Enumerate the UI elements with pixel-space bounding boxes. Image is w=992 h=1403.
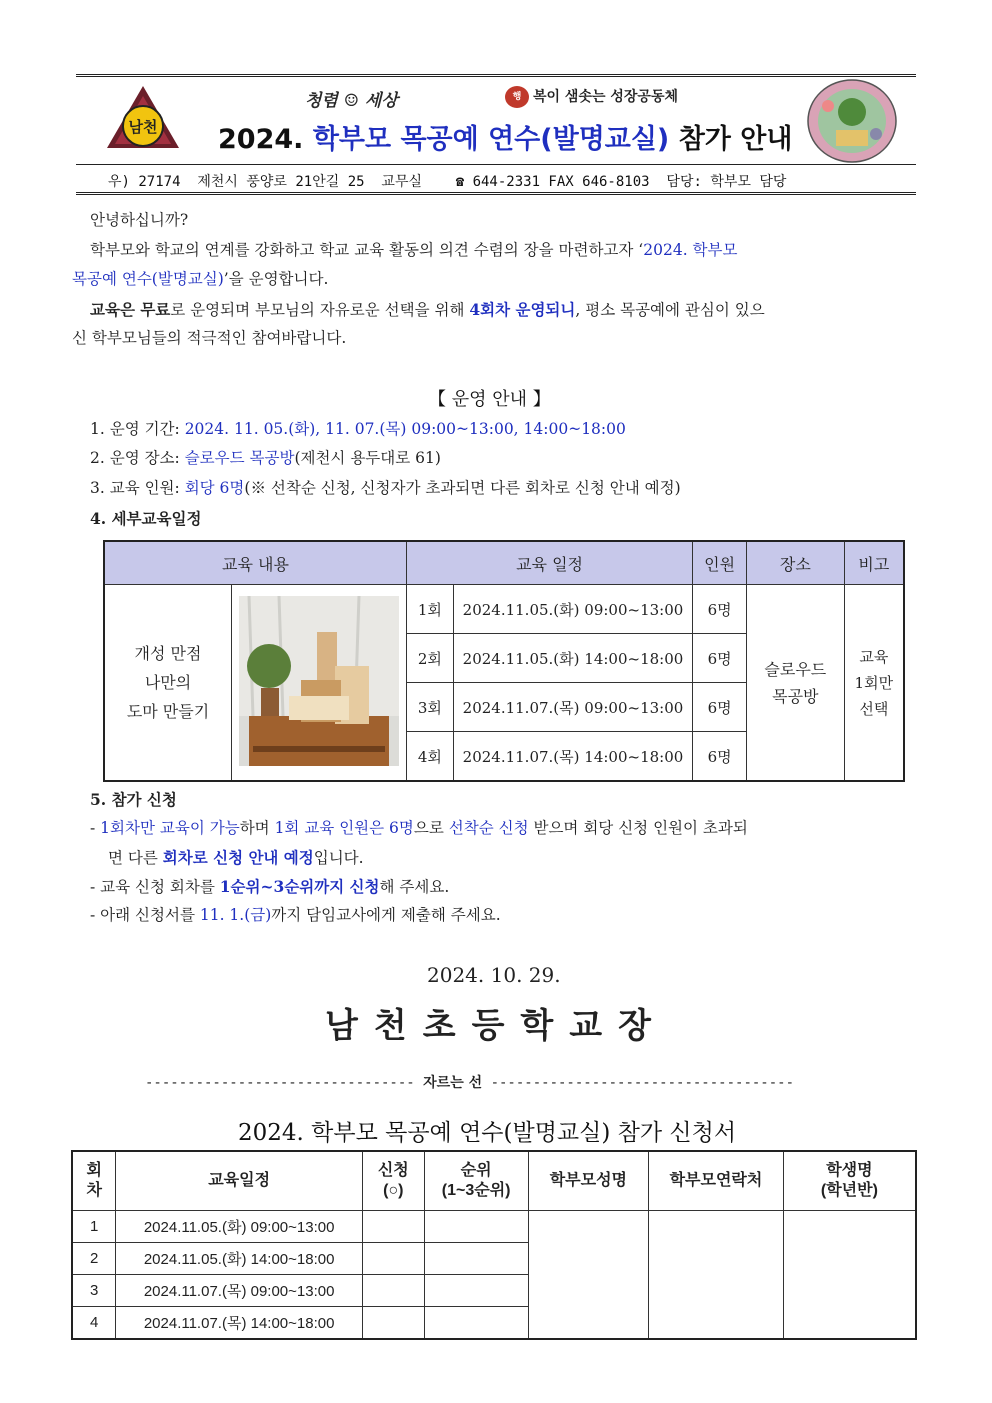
form-row: [72, 1211, 916, 1243]
intro-p2-d: , 평소 목공예에 관심이 있으: [575, 301, 765, 319]
cut-line: [145, 1072, 850, 1092]
community-slogan: [505, 86, 678, 108]
operation-section-title: 【 운영 안내 】: [428, 389, 551, 410]
community-slogan-text: 복이 샘솟는 성장공동체: [533, 89, 678, 105]
header-note: 비고: [844, 541, 904, 585]
place-label: 2. 운영 장소:: [90, 449, 185, 467]
apply-line-2: [108, 844, 364, 872]
rank-field[interactable]: [424, 1211, 528, 1243]
form-round-cell: 2: [72, 1243, 116, 1275]
header-bottom-rule: [76, 192, 916, 195]
apply-heading: 5. 참가 신청: [90, 790, 177, 809]
student-name-field[interactable]: [783, 1211, 916, 1340]
count-cell: 6명: [693, 634, 747, 683]
detail-schedule-heading: 4. 세부교육일정: [90, 509, 202, 528]
apply-check-field[interactable]: [362, 1275, 424, 1307]
apply-l1-f: 선착순 신청: [448, 819, 529, 837]
apply-l3-c: 해 주세요.: [379, 878, 450, 896]
intro-p2-b: 로 운영되며 부모님의 자유로운 선택을 위해: [170, 301, 470, 319]
rank-field[interactable]: [424, 1275, 528, 1307]
form-round-cell: 3: [72, 1275, 116, 1307]
intro-p1-a: 학부모와 학교의 연계를 강화하고 학교 교육 활동의 의견 수렴의 장을 마련하고자 ‘: [90, 241, 644, 259]
apply-check-field[interactable]: [362, 1243, 424, 1275]
count-cell: 6명: [693, 683, 747, 732]
form-header-student: 학생명 (학년반): [783, 1151, 916, 1211]
form-round-cell: 4: [72, 1307, 116, 1340]
place-extra: (제천시 용두대로 61): [294, 449, 441, 467]
apply-l4-b: 11. 1.(금): [199, 906, 272, 924]
count-cell: 6명: [693, 732, 747, 782]
datetime-cell: 2024.11.07.(목) 14:00~18:00: [453, 732, 692, 782]
intro-p2-c: 4회차 운영되니: [469, 300, 576, 319]
datetime-cell: 2024.11.07.(목) 09:00~13:00: [453, 683, 692, 732]
form-header-rank: 순위 (1~3순위): [424, 1151, 528, 1211]
apply-l2-a: 면 다른: [108, 849, 163, 867]
apply-line-1: [90, 815, 748, 842]
form-header-row: [72, 1151, 916, 1211]
operation-capacity: [90, 475, 681, 502]
intro-paragraph-2-cont: 신 학부모님들의 적극적인 참여바랍니다.: [72, 329, 347, 347]
place-value: 슬로우드 목공방: [184, 449, 295, 467]
school-emblem-logo: [103, 84, 183, 160]
form-datetime-cell: 2024.11.05.(화) 14:00~18:00: [116, 1243, 362, 1275]
slogan-mark-icon: 행: [505, 86, 529, 108]
place-cell: 슬로우드 목공방: [747, 585, 845, 782]
greeting: 안녕하십니까?: [90, 211, 189, 229]
intro-paragraph-1-cont: [72, 266, 328, 293]
application-form-title: 2024. 학부모 목공예 연수(발명교실) 참가 신청서: [238, 1120, 737, 1146]
apply-l4-a: - 아래 신청서를: [90, 906, 200, 924]
schedule-row: [104, 585, 904, 634]
school-address: 우) 27174 제천시 풍양로 21안길 25 교무실 ☎ 644-2331 FAX 646-8103 담당: 학부모 담당: [108, 174, 787, 190]
title-year: 2024.: [218, 124, 304, 155]
form-datetime-cell: 2024.11.07.(목) 14:00~18:00: [116, 1307, 362, 1340]
apply-l2-b: 회차로 신청 안내 예정: [162, 848, 314, 867]
page-title: [218, 117, 792, 156]
rank-field[interactable]: [424, 1307, 528, 1340]
datetime-cell: 2024.11.05.(화) 14:00~18:00: [453, 634, 692, 683]
title-tail: 참가 안내: [678, 124, 793, 155]
rank-field[interactable]: [424, 1243, 528, 1275]
period-value: 2024. 11. 05.(화), 11. 07.(목) 09:00~13:00, 14:00~18:00: [184, 420, 626, 438]
issue-date: 2024. 10. 29.: [427, 963, 561, 987]
header-top-rule: [76, 74, 916, 77]
round-cell: 4회: [406, 732, 453, 782]
form-header-apply: 신청 (○): [362, 1151, 424, 1211]
integrity-slogan: 청렴 ☺ 세상: [305, 91, 398, 111]
period-label: 1. 운영 기간:: [90, 420, 185, 438]
title-main: 학부모 목공예 연수(발명교실): [312, 124, 670, 155]
operation-period: [90, 416, 626, 443]
intro-p2-a: 교육은 무료: [90, 300, 171, 319]
operation-place: [90, 445, 441, 472]
form-datetime-cell: 2024.11.05.(화) 09:00~13:00: [116, 1211, 362, 1243]
artwork-emblem-image: [806, 78, 898, 164]
round-cell: 3회: [406, 683, 453, 732]
apply-l3-b: 1순위~3순위까지 신청: [219, 877, 380, 896]
parent-name-field[interactable]: [528, 1211, 649, 1340]
apply-l3-a: - 교육 신청 회차를: [90, 878, 220, 896]
content-title: 개성 만점 나만의 도마 만들기: [104, 585, 232, 782]
apply-l1-a: -: [90, 819, 101, 837]
apply-l2-c: 입니다.: [313, 849, 364, 867]
round-cell: 1회: [406, 585, 453, 634]
form-round-cell: 1: [72, 1211, 116, 1243]
application-form-table: [71, 1150, 917, 1340]
intro-paragraph-1: [90, 237, 905, 264]
header-content: 교육 내용: [104, 541, 406, 585]
capacity-value: 회당 6명: [184, 479, 245, 497]
form-header-schedule: 교육일정: [116, 1151, 362, 1211]
school-principal: 남천초등학교장: [325, 1006, 667, 1046]
schedule-table: [103, 540, 905, 782]
header-count: 인원: [693, 541, 747, 585]
datetime-cell: 2024.11.05.(화) 09:00~13:00: [453, 585, 692, 634]
apply-l1-g: 받으며 회당 신청 인원이 초과되: [528, 819, 748, 837]
apply-l1-b: 1회차만 교육이 가능: [100, 819, 240, 837]
intro-p1-b: 2024. 학부모: [643, 241, 738, 259]
form-datetime-cell: 2024.11.07.(목) 09:00~13:00: [116, 1275, 362, 1307]
cutting-board-photo: [232, 585, 407, 782]
apply-check-field[interactable]: [362, 1211, 424, 1243]
parent-contact-field[interactable]: [649, 1211, 784, 1340]
apply-l1-d: 1회 교육 인원은 6명: [274, 819, 414, 837]
schedule-header-row: [104, 541, 904, 585]
form-header-parent-contact: 학부모연락처: [649, 1151, 784, 1211]
header-middle-rule: [76, 164, 916, 165]
capacity-extra: (※ 선착순 신청, 신청자가 초과되면 다른 회차로 신청 안내 예정): [244, 479, 681, 497]
apply-l4-c: 까지 담임교사에게 제출해 주세요.: [271, 906, 501, 924]
note-cell: 교육 1회만 선택: [844, 585, 904, 782]
cut-dashes-left: --------------------------------: [145, 1075, 415, 1091]
logo-text: 남천: [128, 118, 158, 136]
intro-p1-d: ’을 운영합니다.: [223, 270, 329, 288]
apply-l1-e: 으로: [413, 819, 449, 837]
apply-l1-c: 하며: [239, 819, 275, 837]
cut-dashes-right: ------------------------------------: [490, 1075, 795, 1091]
form-header-round: 회 차: [72, 1151, 116, 1211]
header-schedule: 교육 일정: [406, 541, 692, 585]
cut-label: 자르는 선: [423, 1075, 483, 1091]
form-header-parent-name: 학부모성명: [528, 1151, 649, 1211]
apply-line-4: [90, 902, 501, 929]
round-cell: 2회: [406, 634, 453, 683]
apply-check-field[interactable]: [362, 1307, 424, 1340]
count-cell: 6명: [693, 585, 747, 634]
apply-line-3: [90, 873, 449, 901]
header-place: 장소: [747, 541, 845, 585]
intro-paragraph-2: [90, 296, 765, 324]
capacity-label: 3. 교육 인원:: [90, 479, 185, 497]
intro-p1-c: 목공예 연수(발명교실): [72, 270, 224, 288]
